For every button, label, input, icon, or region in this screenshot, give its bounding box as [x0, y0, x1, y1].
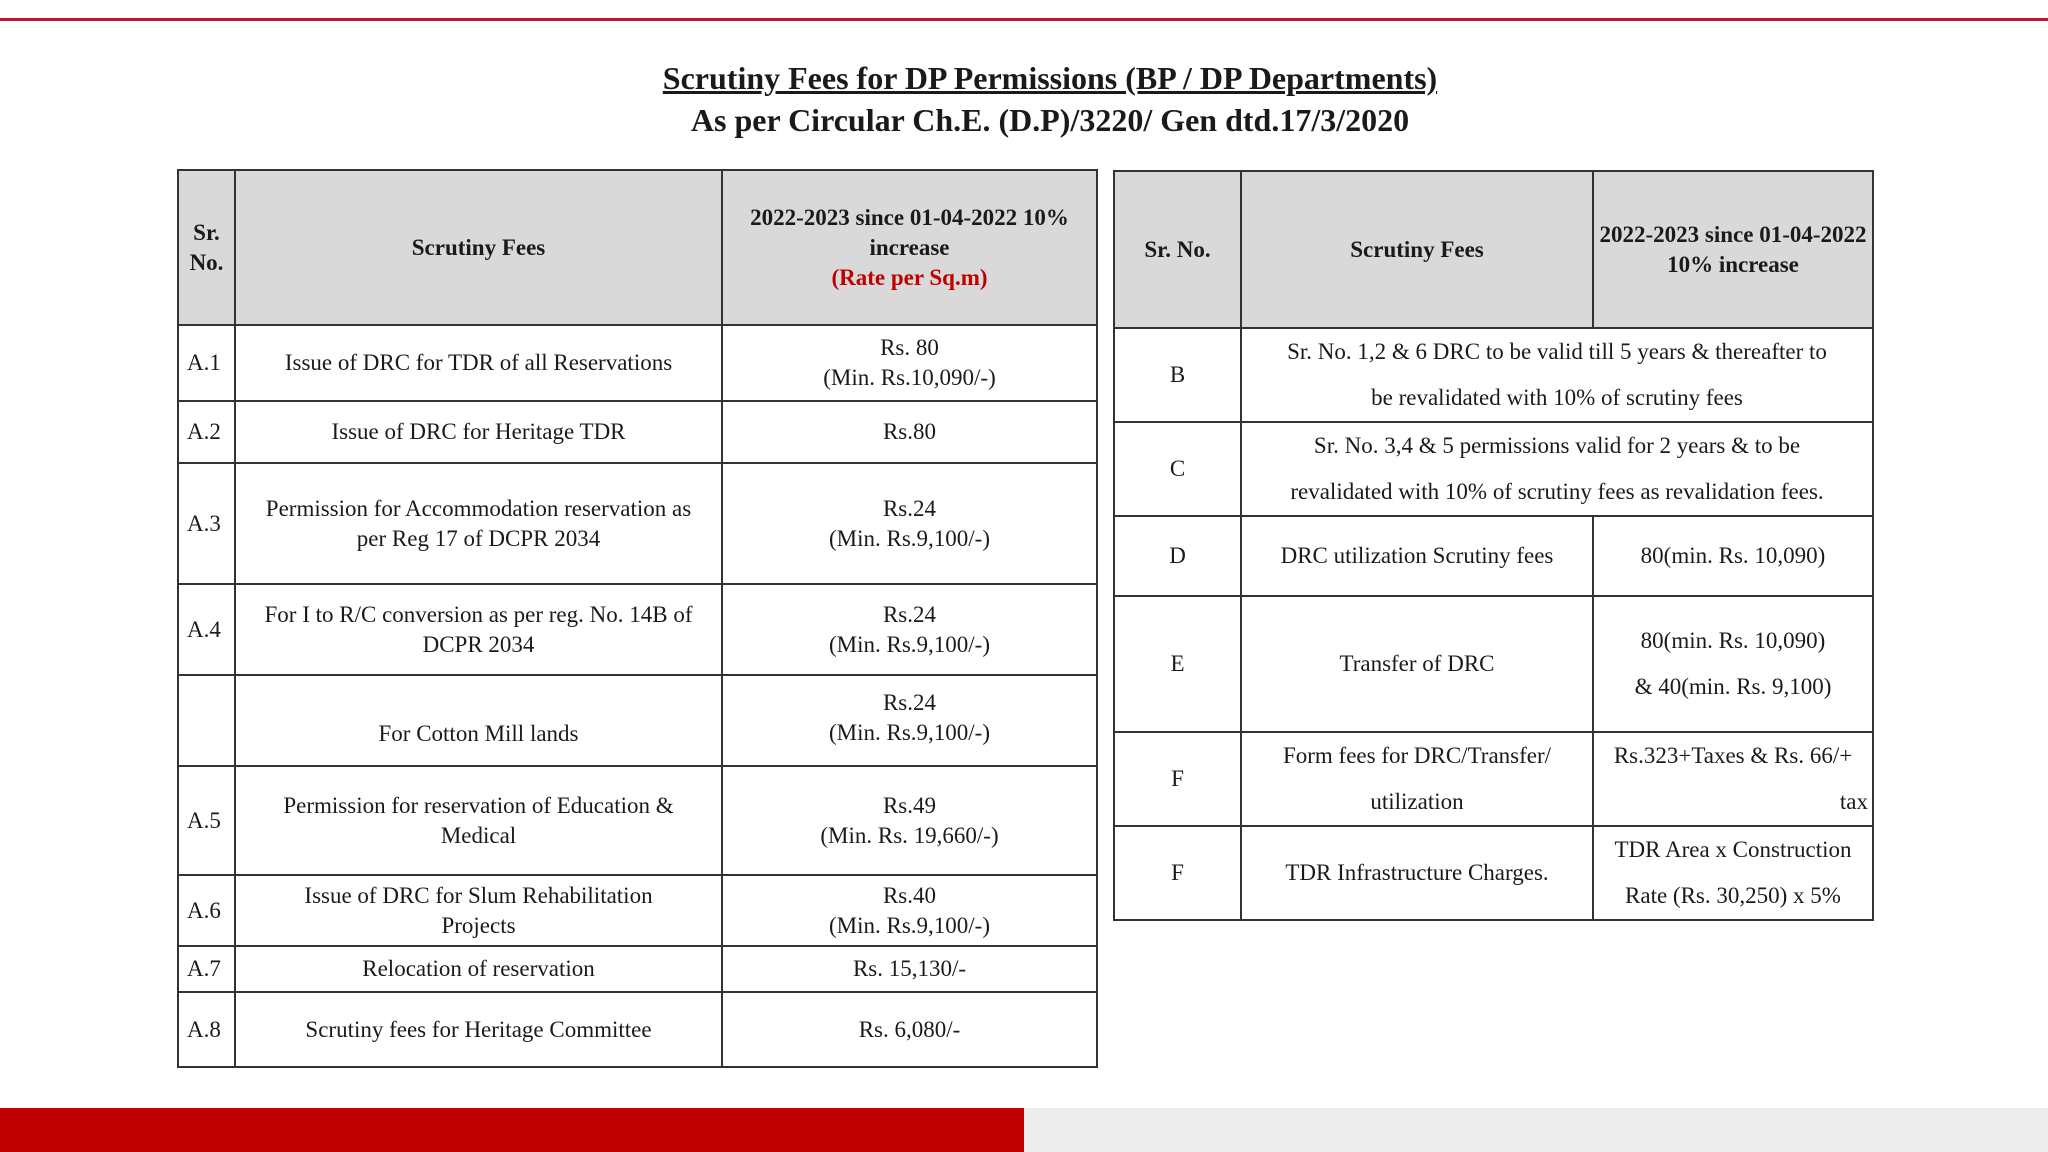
- header-text: No.: [189, 249, 224, 275]
- table-row: [178, 675, 1097, 766]
- table-row: [178, 401, 1097, 463]
- rate-value: & 40(min. Rs. 9,100): [1634, 674, 1832, 699]
- sr-cell: B: [1114, 328, 1241, 422]
- header-text: 2022-2023 since 01-04-2022: [1599, 221, 1867, 247]
- rate-min: (Min. Rs.9,100/-): [829, 525, 990, 551]
- fee-cell: Issue of DRC for TDR of all Reservations: [235, 325, 722, 401]
- header-sr-no: [178, 170, 235, 325]
- sr-cell: C: [1114, 422, 1241, 516]
- scrutiny-fees-table-a: [177, 169, 1098, 1068]
- top-accent-line: [0, 18, 2048, 21]
- sr-cell: A.2: [178, 401, 235, 463]
- rate-cell: [722, 463, 1097, 584]
- fee-cell: [235, 463, 722, 584]
- rate-value: Rs.40: [882, 882, 937, 908]
- fee-cell: Issue of DRC for Heritage TDR: [235, 401, 722, 463]
- page-title: [0, 58, 2048, 142]
- sr-cell: A.7: [178, 946, 235, 992]
- fee-cell: Transfer of DRC: [1241, 596, 1593, 732]
- note-cell: [1241, 422, 1873, 516]
- sr-cell: A.8: [178, 992, 235, 1067]
- header-text: Sr.: [193, 219, 220, 245]
- table-row: [178, 463, 1097, 584]
- table-row: [1114, 516, 1873, 596]
- fee-cell: TDR Infrastructure Charges.: [1241, 826, 1593, 920]
- header-text: increase: [869, 234, 950, 260]
- note-text: revalidated with 10% of scrutiny fees as revalidation fees.: [1290, 479, 1824, 504]
- scrutiny-fees-table-b: [1113, 170, 1874, 921]
- table-row: [178, 766, 1097, 875]
- rate-min: (Min. Rs.10,090/-): [823, 365, 996, 390]
- table-row: [178, 584, 1097, 675]
- rate-value: Rs.24: [882, 495, 937, 521]
- rate-value: Rs.24: [882, 690, 937, 715]
- rate-min: (Min. Rs.9,100/-): [829, 631, 990, 657]
- rate-value: Rs.49: [882, 792, 937, 818]
- rate-value: tax: [1839, 789, 1868, 814]
- fee-text: Medical: [440, 822, 517, 848]
- sr-cell: A.3: [178, 463, 235, 584]
- fee-cell: [235, 766, 722, 875]
- rate-cell: [722, 584, 1097, 675]
- rate-min: (Min. Rs. 19,660/-): [820, 822, 999, 848]
- table-row: [1114, 826, 1873, 920]
- fee-text: Projects: [441, 912, 516, 938]
- fee-cell: Scrutiny fees for Heritage Committee: [235, 992, 722, 1067]
- fee-text: per Reg 17 of DCPR 2034: [356, 525, 601, 551]
- header-sr-no: Sr. No.: [1114, 171, 1241, 328]
- rate-cell: [722, 325, 1097, 401]
- rate-cell: Rs. 15,130/-: [722, 946, 1097, 992]
- rate-value: Rs.323+Taxes & Rs. 66/+: [1613, 743, 1853, 768]
- rate-cell: Rs. 6,080/-: [722, 992, 1097, 1067]
- note-text: Sr. No. 3,4 & 5 permissions valid for 2 years & to be: [1313, 433, 1801, 458]
- rate-min: (Min. Rs.9,100/-): [829, 912, 990, 938]
- note-text: be revalidated with 10% of scrutiny fees: [1371, 385, 1743, 410]
- fee-cell: [1241, 732, 1593, 826]
- table-row: [178, 325, 1097, 401]
- fee-text: Permission for Accommodation reservation as: [265, 495, 692, 521]
- sr-cell: F: [1114, 826, 1241, 920]
- fee-text: Permission for reservation of Education &: [283, 792, 674, 818]
- rate-cell: 80(min. Rs. 10,090): [1593, 516, 1873, 596]
- table-row: [178, 946, 1097, 992]
- rate-unit-note: (Rate per Sq.m): [831, 264, 988, 290]
- fee-text: DCPR 2034: [422, 631, 535, 657]
- fee-cell: For Cotton Mill lands: [235, 675, 722, 766]
- fee-text: utilization: [1370, 789, 1464, 814]
- fee-text: For I to R/C conversion as per reg. No. 14B of: [264, 601, 693, 627]
- fee-text: Form fees for DRC/Transfer/: [1282, 743, 1552, 768]
- rate-cell: [722, 766, 1097, 875]
- rate-value: 80(min. Rs. 10,090): [1640, 628, 1826, 653]
- title-line-1: Scrutiny Fees for DP Permissions (BP / DP Departments): [662, 60, 1438, 96]
- fee-text: Issue of DRC for Slum Rehabilitation: [304, 882, 653, 908]
- header-text: 2022-2023 since 01-04-2022 10%: [750, 204, 1069, 230]
- sr-cell: E: [1114, 596, 1241, 732]
- header-rate: [1593, 171, 1873, 328]
- table-row: [1114, 732, 1873, 826]
- rate-cell: [1593, 596, 1873, 732]
- table-header-row: [178, 170, 1097, 325]
- table-row: [178, 992, 1097, 1067]
- sr-cell: F: [1114, 732, 1241, 826]
- sr-cell: [178, 675, 235, 766]
- table-row: [1114, 422, 1873, 516]
- rate-value: Rs. 80: [880, 335, 939, 360]
- fee-cell: DRC utilization Scrutiny fees: [1241, 516, 1593, 596]
- table-row: [178, 875, 1097, 946]
- table-row: [1114, 596, 1873, 732]
- rate-value: Rs.24: [882, 601, 937, 627]
- rate-min: (Min. Rs.9,100/-): [829, 720, 990, 745]
- rate-value: Rate (Rs. 30,250) x 5%: [1625, 883, 1841, 908]
- rate-cell: [722, 675, 1097, 766]
- header-scrutiny-fees: Scrutiny Fees: [235, 170, 722, 325]
- sr-cell: A.5: [178, 766, 235, 875]
- table-row: [1114, 328, 1873, 422]
- footer-grey-band: [1024, 1108, 2048, 1152]
- header-text: 10% increase: [1667, 251, 1799, 277]
- rate-cell: Rs.80: [722, 401, 1097, 463]
- sr-cell: A.4: [178, 584, 235, 675]
- title-line-2: As per Circular Ch.E. (D.P)/3220/ Gen dtd.17/3/2020: [690, 102, 1410, 138]
- sr-cell: A.6: [178, 875, 235, 946]
- header-scrutiny-fees: Scrutiny Fees: [1241, 171, 1593, 328]
- rate-cell: [1593, 826, 1873, 920]
- header-rate: [722, 170, 1097, 325]
- sr-cell: A.1: [178, 325, 235, 401]
- fee-cell: Relocation of reservation: [235, 946, 722, 992]
- rate-cell: [1593, 732, 1873, 826]
- rate-cell: [722, 875, 1097, 946]
- footer-red-band: [0, 1108, 1024, 1152]
- fee-cell: [235, 584, 722, 675]
- table-header-row: [1114, 171, 1873, 328]
- fee-cell: [235, 875, 722, 946]
- sr-cell: D: [1114, 516, 1241, 596]
- rate-value: TDR Area x Construction: [1614, 837, 1852, 862]
- note-text: Sr. No. 1,2 & 6 DRC to be valid till 5 years & thereafter to: [1287, 339, 1827, 364]
- note-cell: [1241, 328, 1873, 422]
